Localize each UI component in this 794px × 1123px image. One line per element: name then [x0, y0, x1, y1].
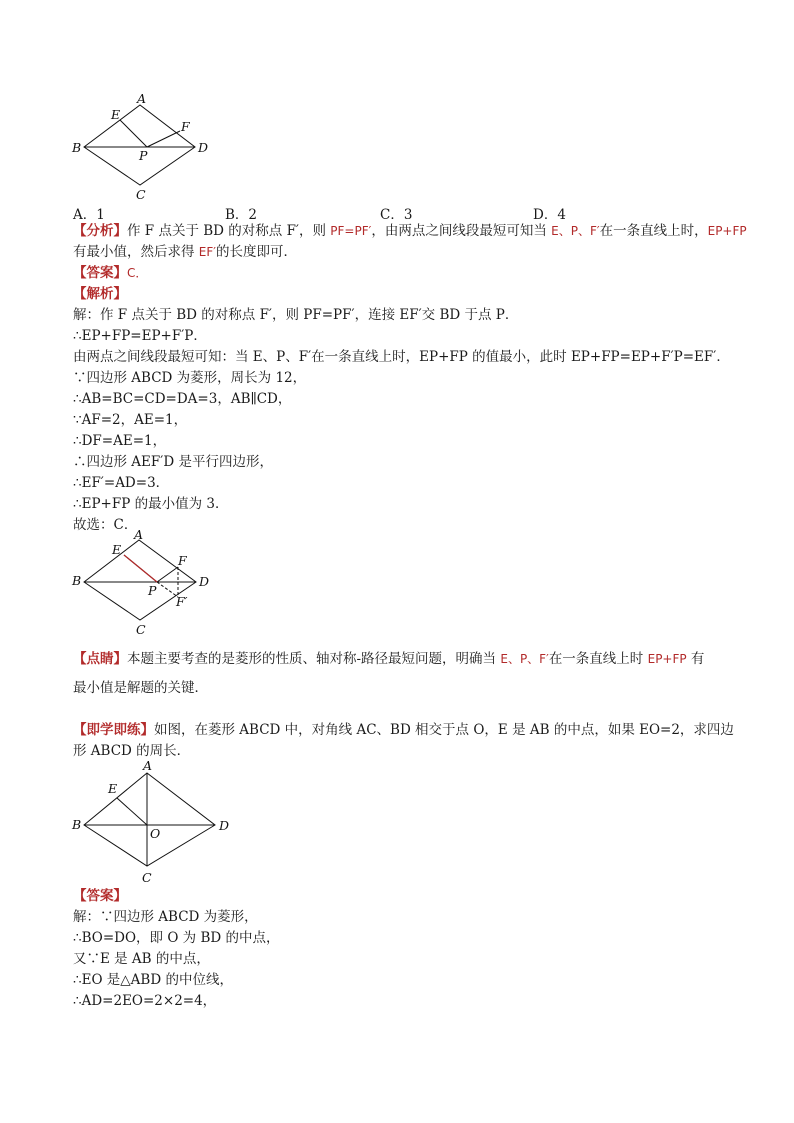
solution-line: ∴四边形 AEF′D 是平行四边形， [73, 454, 273, 470]
solution-line: ∴DF=AE=1， [73, 433, 167, 449]
option-b: B．2 [225, 207, 258, 223]
analysis-tag: 【分析】 [73, 223, 127, 239]
solution-line: ∴AB=BC=CD=DA=3，AB∥CD， [73, 391, 292, 407]
vertex-label-a: A [134, 527, 144, 542]
analysis-text: 有最小值，然后求得 [73, 244, 199, 260]
vertex-label-c: C [142, 870, 152, 885]
vertex-label-e: E [112, 542, 122, 557]
vertex-label-o: O [150, 826, 161, 841]
option-c: C．3 [380, 207, 413, 223]
vertex-label-a: A [143, 758, 153, 773]
answer2-tag: 【答案】 [73, 888, 127, 904]
solution-line: 解：作 F 点关于 BD 的对称点 F′，则 PF=PF′，连接 EF′交 BD 于点 P． [73, 307, 519, 323]
answer2-line: ∴AD=2EO=2×2=4， [73, 993, 217, 1009]
vertex-label-b: B [72, 573, 82, 588]
option-d: D．4 [533, 207, 566, 223]
vertex-label-p: P [139, 148, 148, 163]
practice-tag: 【即学即练】 [73, 722, 154, 738]
answer2-line: ∴EO 是△ABD 的中位线， [73, 972, 233, 988]
analysis-text: ，由两点之间线段最短可知当 [371, 223, 552, 239]
vertex-label-f: F [181, 119, 190, 134]
analysis-text: 的长度即可． [216, 244, 298, 260]
solution-line: ∴EP+FP=EP+F′P． [73, 328, 207, 344]
vertex-label-d: D [219, 818, 230, 833]
solution-line: ∵AF=2，AE=1， [73, 412, 188, 428]
answer2-line: 解：∵四边形 ABCD 为菱形， [73, 909, 258, 925]
comment-formula: EP+FP [647, 652, 687, 666]
vertex-label-f-prime: F′ [176, 594, 188, 609]
vertex-label-p: P [148, 583, 157, 598]
analysis-segment: EF′ [198, 245, 217, 259]
solution-line: 故选：C． [73, 517, 138, 533]
option-a: A．1 [73, 207, 105, 223]
practice-line-2: 形 ABCD 的周长． [73, 743, 191, 759]
analysis-points: E、P、F′ [551, 224, 600, 238]
vertex-label-b: B [72, 140, 82, 155]
solution-line: ∴EF′=AD=3． [73, 475, 170, 491]
analysis-formula: PF=PF′ [330, 224, 372, 238]
solution-tag: 【解析】 [73, 286, 127, 302]
comment-points: E、P、F′ [500, 652, 549, 666]
answer2-line: 又∵E 是 AB 的中点， [73, 951, 210, 967]
vertex-label-a: A [137, 91, 147, 106]
answer-tag: 【答案】 [73, 265, 127, 281]
vertex-label-d: D [198, 140, 209, 155]
comment-line-2: 最小值是解题的关键． [73, 680, 208, 696]
vertex-label-e: E [111, 107, 121, 122]
analysis-formula: EP+FP [707, 224, 747, 238]
practice-text: 如图，在菱形 ABCD 中，对角线 AC、BD 相交于点 O，E 是 AB 的中点，如果 EO=2，求四边 [154, 722, 734, 738]
comment-text: 有 [686, 651, 705, 667]
comment-tag: 【点睛】 [73, 651, 127, 667]
answer-value: C． [127, 266, 148, 280]
vertex-label-c: C [136, 622, 146, 637]
solution-line: ∵四边形 ABCD 为菱形，周长为 12， [73, 370, 307, 386]
solution-line: 由两点之间线段最短可知：当 E、P、F′在一条直线上时，EP+FP 的值最小，此时 EP+FP=EP+F′P=EF′． [73, 349, 730, 365]
analysis-text: 作 F 点关于 BD 的对称点 F′，则 [127, 223, 331, 239]
vertex-label-d: D [199, 574, 210, 589]
comment-text: 本题主要考查的是菱形的性质、轴对称-路径最短问题，明确当 [127, 651, 501, 667]
vertex-label-e: E [108, 781, 118, 796]
solution-line: ∴EP+FP 的最小值为 3． [73, 496, 229, 512]
answer2-line: ∴BO=DO，即 O 为 BD 的中点， [73, 930, 280, 946]
analysis-text: 在一条直线上时， [599, 223, 708, 239]
vertex-label-f: F [178, 553, 187, 568]
comment-text: 在一条直线上时 [548, 651, 648, 667]
vertex-label-c: C [136, 187, 146, 202]
vertex-label-b: B [72, 817, 82, 832]
